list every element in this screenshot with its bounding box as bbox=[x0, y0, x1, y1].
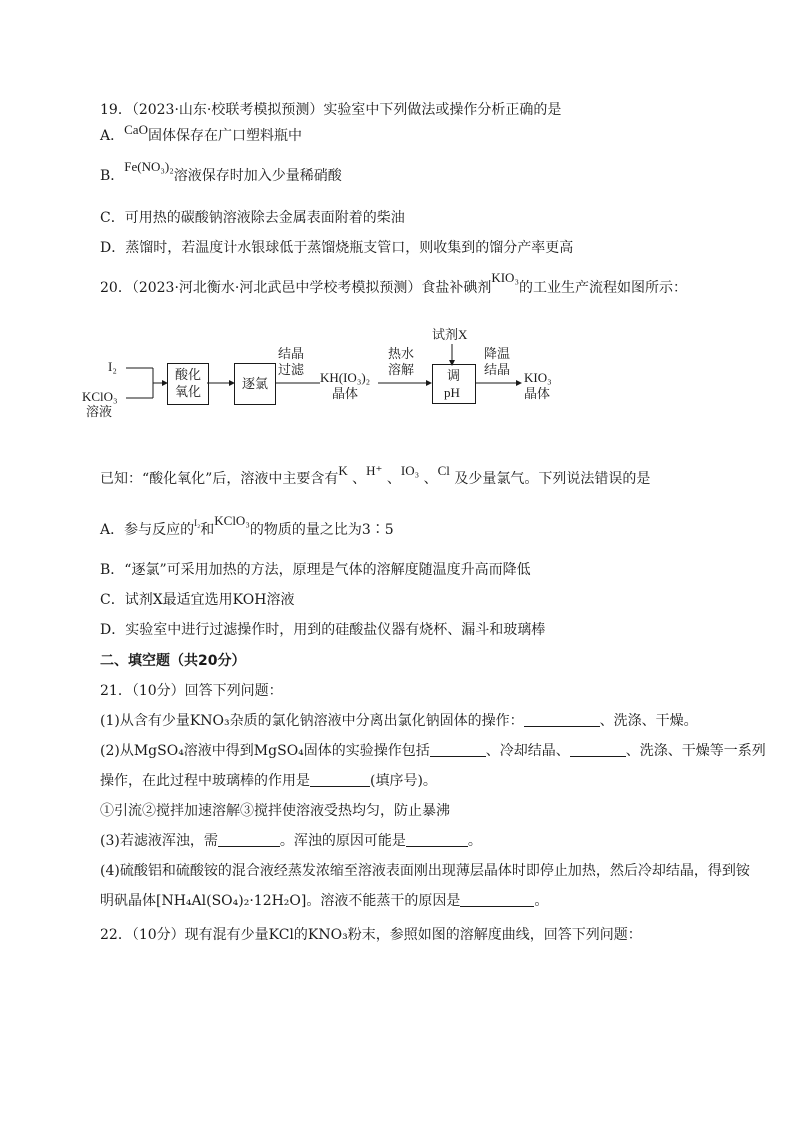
q19-b-formula: Fe(NO₃)₂ bbox=[124, 159, 174, 174]
q20-option-a: A．参与反应的$^{I_2}$和KClO₃的物质的量之比为3∶5 bbox=[100, 513, 394, 538]
flow-box-remove-chlorine: 逐氯 bbox=[234, 363, 276, 405]
flow-input-kclo3: KClO₃ bbox=[82, 389, 118, 404]
flow-input-i2: I₂ bbox=[108, 359, 117, 374]
q21-part4: (4)硫酸铝和硫酸铵的混合液经蒸发浓缩至溶液表面刚出现薄层晶体时即停止加热，然后冷却结晶，得到铵 bbox=[100, 863, 750, 879]
flow-step-filter: 过滤 bbox=[278, 362, 305, 377]
q22-stem: 22．（10分）现有混有少量KCl的KNO₃粉末，参照如图的溶解度曲线，回答下列问题： bbox=[100, 927, 642, 943]
q21-part2-line2: 操作，在此过程中玻璃棒的作用是 (填序号)。 bbox=[100, 773, 437, 789]
q21-part1: (1)从含有少量KNO₃杂质的氯化钠溶液中分离出氯化钠固体的操作： 、洗涤、干燥。 bbox=[100, 713, 698, 729]
answer-blank[interactable] bbox=[524, 712, 600, 727]
flow-diagram-lines bbox=[0, 0, 800, 450]
q20-option-d: D．实验室中进行过滤操作时，用到的硅酸盐仪器有烧杯、漏斗和玻璃棒 bbox=[100, 622, 546, 638]
q19-a-formula: CaO bbox=[124, 122, 148, 137]
answer-blank[interactable] bbox=[406, 832, 468, 847]
flow-reagent-x: 试剂X bbox=[432, 327, 468, 342]
q20-stem-formula: KIO₃ bbox=[491, 270, 519, 285]
answer-blank[interactable] bbox=[570, 742, 626, 757]
flow-box-adjust-ph: 调 pH bbox=[432, 364, 476, 404]
flow-product-kio3: KIO₃ bbox=[524, 370, 552, 385]
q20-known: 已知：“酸化氧化”后，溶液中主要含有K 、H⁺ 、IO₃ 、Cl 及少量氯气。下列说法错误的是 bbox=[100, 463, 651, 487]
q21-options: ①引流②搅拌加速溶解③搅拌使溶液受热均匀，防止暴沸 bbox=[100, 803, 450, 819]
answer-blank[interactable] bbox=[310, 772, 370, 787]
flow-input-solution: 溶液 bbox=[86, 404, 113, 419]
flow-step-hot-water: 热水 bbox=[388, 346, 415, 361]
flow-step-crystallize-2: 结晶 bbox=[484, 362, 511, 377]
flow-box-acidify-oxidize: 酸化 氧化 bbox=[167, 363, 209, 405]
flow-product-crystal-2: 晶体 bbox=[524, 386, 551, 401]
q20-option-c: C．试剂X最适宜选用KOH溶液 bbox=[100, 592, 295, 608]
flow-step-dissolve: 溶解 bbox=[388, 362, 415, 377]
answer-blank[interactable] bbox=[460, 892, 534, 907]
flow-step-crystallize: 结晶 bbox=[278, 346, 305, 361]
answer-blank[interactable] bbox=[430, 742, 486, 757]
flow-product-crystal: 晶体 bbox=[332, 386, 359, 401]
answer-blank[interactable] bbox=[218, 832, 280, 847]
q21-part4-line2: 明矾晶体[NH₄Al(SO₄)₂·12H₂O]。溶液不能蒸干的原因是 。 bbox=[100, 893, 549, 909]
flow-product-khio3: KH(IO₃)₂ bbox=[320, 370, 371, 385]
q19-option-d: D．蒸馏时，若温度计水银球低于蒸馏烧瓶支管口，则收集到的馏分产率更高 bbox=[100, 240, 574, 256]
q21-part3: (3)若滤液浑浊，需 。浑浊的原因可能是 。 bbox=[100, 833, 482, 849]
flow-step-cool: 降温 bbox=[484, 346, 511, 361]
q19-stem: 19．（2023·山东·校联考模拟预测）实验室中下列做法或操作分析正确的是 bbox=[100, 102, 562, 118]
q19-option-b: B．Fe(NO₃)₂溶液保存时加入少量稀硝酸 bbox=[100, 159, 342, 184]
q21-stem: 21．（10分）回答下列问题： bbox=[100, 683, 283, 699]
q19-option-a: A．CaO固体保存在广口塑料瓶中 bbox=[100, 122, 302, 144]
q20-option-b: B．“逐氯”可采用加热的方法，原理是气体的溶解度随温度升高而降低 bbox=[100, 562, 531, 578]
q19-option-c: C．可用热的碳酸钠溶液除去金属表面附着的柴油 bbox=[100, 210, 405, 226]
q20-stem: 20．（2023·河北衡水·河北武邑中学校考模拟预测）食盐补碘剂KIO₃的工业生产流程如图所示： bbox=[100, 270, 687, 296]
section-title: 二、填空题（共20分） bbox=[100, 653, 246, 669]
q21-part2: (2)从MgSO₄溶液中得到MgSO₄固体的实验操作包括 、冷却结晶、 、洗涤、干燥等一系列 bbox=[100, 743, 766, 759]
